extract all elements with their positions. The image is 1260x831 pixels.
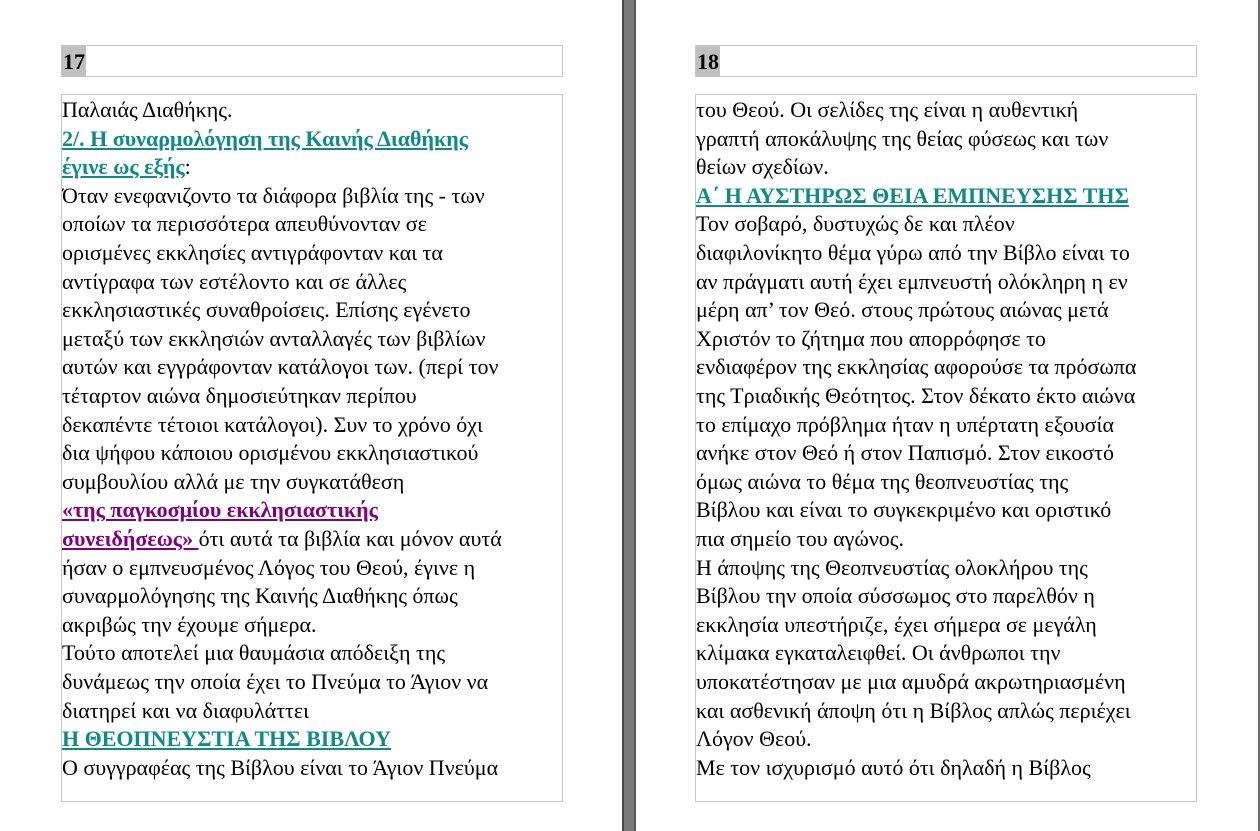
text-line — [696, 152, 829, 181]
body-text: Η άποψης της Θεοπνευστίας ολοκλήρου της — [696, 554, 1088, 580]
text-line — [62, 553, 475, 582]
heading-text: έγινε ως εξής — [62, 154, 185, 180]
body-text: υποκατέστησαν με μια αμυδρά ακρωτηριασμένη — [696, 669, 1126, 694]
body-text: Βίβλου και είναι το συγκεκριμένο και οριστικό — [696, 497, 1112, 523]
text-line — [696, 238, 1130, 267]
text-line — [696, 209, 1015, 238]
body-text: συναρμολόγησης της Καινής Διαθήκης όπως — [62, 583, 458, 609]
body-text: Λόγον Θεού. — [696, 726, 812, 752]
body-text: δεκαπέντε τέτοιοι κατάλογοι). Συν το χρόνο όχι — [62, 411, 483, 437]
body-text: αντίγραφα των εστέλοντο και σε άλλες — [62, 268, 407, 294]
body-text: διαφιλονίκητο θέμα γύρω από την Βίβλο είναι το — [696, 240, 1130, 265]
text-line — [696, 267, 1128, 296]
body-text: ορισμένες εκκλησίες αντιγράφονταν και τα — [62, 240, 443, 265]
text-line — [62, 95, 233, 124]
emphasis-text: συνειδήσεως» — [62, 526, 199, 551]
text-line — [696, 410, 1114, 439]
text-line — [62, 152, 191, 181]
body-text: συμβουλίου αλλά με την συγκατάθεση — [62, 468, 405, 494]
text-line — [696, 495, 1111, 524]
text-line — [62, 467, 404, 496]
text-line — [62, 667, 488, 696]
heading-text: 2/. Η συναρμολόγηση της Καινής Διαθήκης — [62, 125, 468, 151]
text-line — [62, 295, 471, 324]
text-line — [696, 553, 1088, 582]
text-line — [62, 724, 391, 753]
text-line — [696, 610, 1097, 639]
body-text: ήσαν ο εμπνευσμένος Λόγος του Θεού, έγινε η — [62, 554, 476, 580]
body-text: Τούτο αποτελεί μια θαυμάσια απόδειξη της — [62, 640, 446, 666]
text-line — [62, 638, 445, 667]
body-text: Παλαιάς Διαθήκης. — [62, 97, 233, 122]
emphasis-text: «της παγκοσμίου εκκλησιαστικής — [62, 497, 378, 523]
text-line — [62, 267, 406, 296]
body-text: θείων σχεδίων. — [696, 154, 829, 180]
body-text: οποίων τα περισσότερα απευθύνονταν σε — [62, 211, 427, 237]
body-text: όμως αιώνα το θέμα της θεοπνευστίας της — [696, 468, 1069, 494]
page-number-left: 17 — [62, 46, 86, 77]
text-line — [62, 495, 378, 524]
body-text: το επίμαχο πρόβλημα ήταν η υπέρτατη εξουσία — [696, 411, 1114, 437]
text-line — [62, 410, 483, 439]
text-line — [62, 610, 317, 639]
text-line — [696, 324, 1046, 353]
body-text: ενδιαφέρον της εκκλησίας αφορούσε τα πρόσωπα — [696, 354, 1137, 380]
text-line — [62, 209, 427, 238]
text-line — [62, 696, 309, 725]
body-text: τέταρτον αιώνα δημοσιεύτηκαν περίπου — [62, 383, 417, 408]
body-text: εκκλησία υπεστήριζε, έχει σήμερα σε μεγάλη — [696, 611, 1097, 637]
heading-text: Α΄ Η ΑΥΣΤΗΡΩΣ ΘΕΙΑ ΕΜΠΝΕΥΣΗΣ ΤΗΣ — [696, 182, 1129, 208]
right-page — [636, 0, 1258, 831]
text-line — [696, 95, 1078, 124]
page-number-right: 18 — [696, 46, 720, 77]
text-line — [696, 753, 1091, 782]
text-line — [62, 352, 498, 381]
body-text: Χριστόν το ζήτημα που απορρόφησε το — [696, 325, 1046, 351]
text-line — [62, 324, 485, 353]
body-text: Ο συγγραφέας της Βίβλου είναι το Άγιον Πνεύμα — [62, 754, 499, 780]
body-text: δυνάμεως την οποία έχει το Πνεύμα το Άγιον να — [62, 669, 489, 694]
text-line — [696, 724, 812, 753]
body-text: του Θεού. Οι σελίδες της είναι η αυθεντική — [696, 97, 1079, 122]
body-text-suffix: : — [184, 154, 191, 180]
heading-text: Η ΘΕΟΠΝΕΥΣΤΙΑ ΤΗΣ ΒΙΒΛΟΥ — [62, 726, 391, 752]
text-line — [696, 696, 1131, 725]
body-text: και ασθενική άποψη ότι η Βίβλος απλώς περιέχει — [696, 697, 1131, 723]
body-text: δια ψήφου κάποιου ορισμένου εκκλησιαστικού — [62, 440, 479, 466]
body-text: αυτών και εγγράφονταν κατάλογοι των. (περί τον — [62, 354, 499, 380]
body-text: Τον σοβαρό, δυστυχώς δε και πλέον — [696, 211, 1015, 237]
text-line — [696, 352, 1136, 381]
body-text-suffix: ότι αυτά τα βιβλία και μόνον αυτά — [198, 526, 502, 551]
text-line — [696, 124, 1108, 153]
body-text: κλίμακα εγκαταλειφθεί. Οι άνθρωποι την — [696, 640, 1061, 666]
text-line — [62, 124, 468, 153]
left-page — [0, 0, 622, 831]
text-line — [696, 295, 1109, 324]
text-line — [696, 581, 1095, 610]
body-text: γραπτή αποκάλυψης της θείας φύσεως και των — [696, 125, 1109, 151]
body-text: διατηρεί και να διαφυλάττει — [62, 697, 310, 723]
header-box-left — [61, 45, 563, 77]
text-line — [696, 667, 1126, 696]
text-line — [696, 181, 1129, 210]
body-text: μέρη απ’ τον Θεό. στους πρώτους αιώνας μετά — [696, 297, 1109, 323]
text-line — [696, 467, 1068, 496]
body-text: αν πράγματι αυτή έχει εμπνευστή ολόκληρη η εν — [696, 268, 1128, 294]
text-line — [62, 438, 478, 467]
text-line — [696, 638, 1060, 667]
text-line — [62, 181, 485, 210]
text-frame-left[interactable] — [61, 94, 563, 802]
body-text: Βίβλου την οποία σύσσωμος στο παρελθόν η — [696, 583, 1095, 609]
text-line — [696, 524, 904, 553]
page-divider — [622, 0, 636, 831]
body-text: πια σημείο του αγώνος. — [696, 526, 904, 551]
body-text: ακριβώς την έχουμε σήμερα. — [62, 611, 317, 637]
text-line — [62, 238, 443, 267]
text-line — [62, 524, 502, 553]
text-line — [62, 753, 498, 782]
body-text: μεταξύ των εκκλησιών ανταλλαγές των βιβλίων — [62, 325, 486, 351]
body-text: της Τριαδικής Θεότητος. Στον δέκατο έκτο αιώνα — [696, 383, 1136, 408]
body-text: εκκλησιαστικές συναθροίσεις. Επίσης εγένετο — [62, 297, 471, 323]
text-line — [62, 581, 458, 610]
header-box-right — [695, 45, 1197, 77]
body-text: Με τον ισχυρισμό αυτό ότι δηλαδή η Βίβλος — [696, 754, 1091, 780]
text-line — [696, 381, 1135, 410]
body-text: ανήκε στον Θεό ή στον Παπισμό. Στον εικοστό — [696, 440, 1114, 466]
body-text: Όταν ενεφανιζοντο τα διάφορα βιβλία της - των — [62, 182, 485, 208]
text-line — [62, 381, 417, 410]
text-frame-right[interactable] — [695, 94, 1197, 802]
text-line — [696, 438, 1114, 467]
